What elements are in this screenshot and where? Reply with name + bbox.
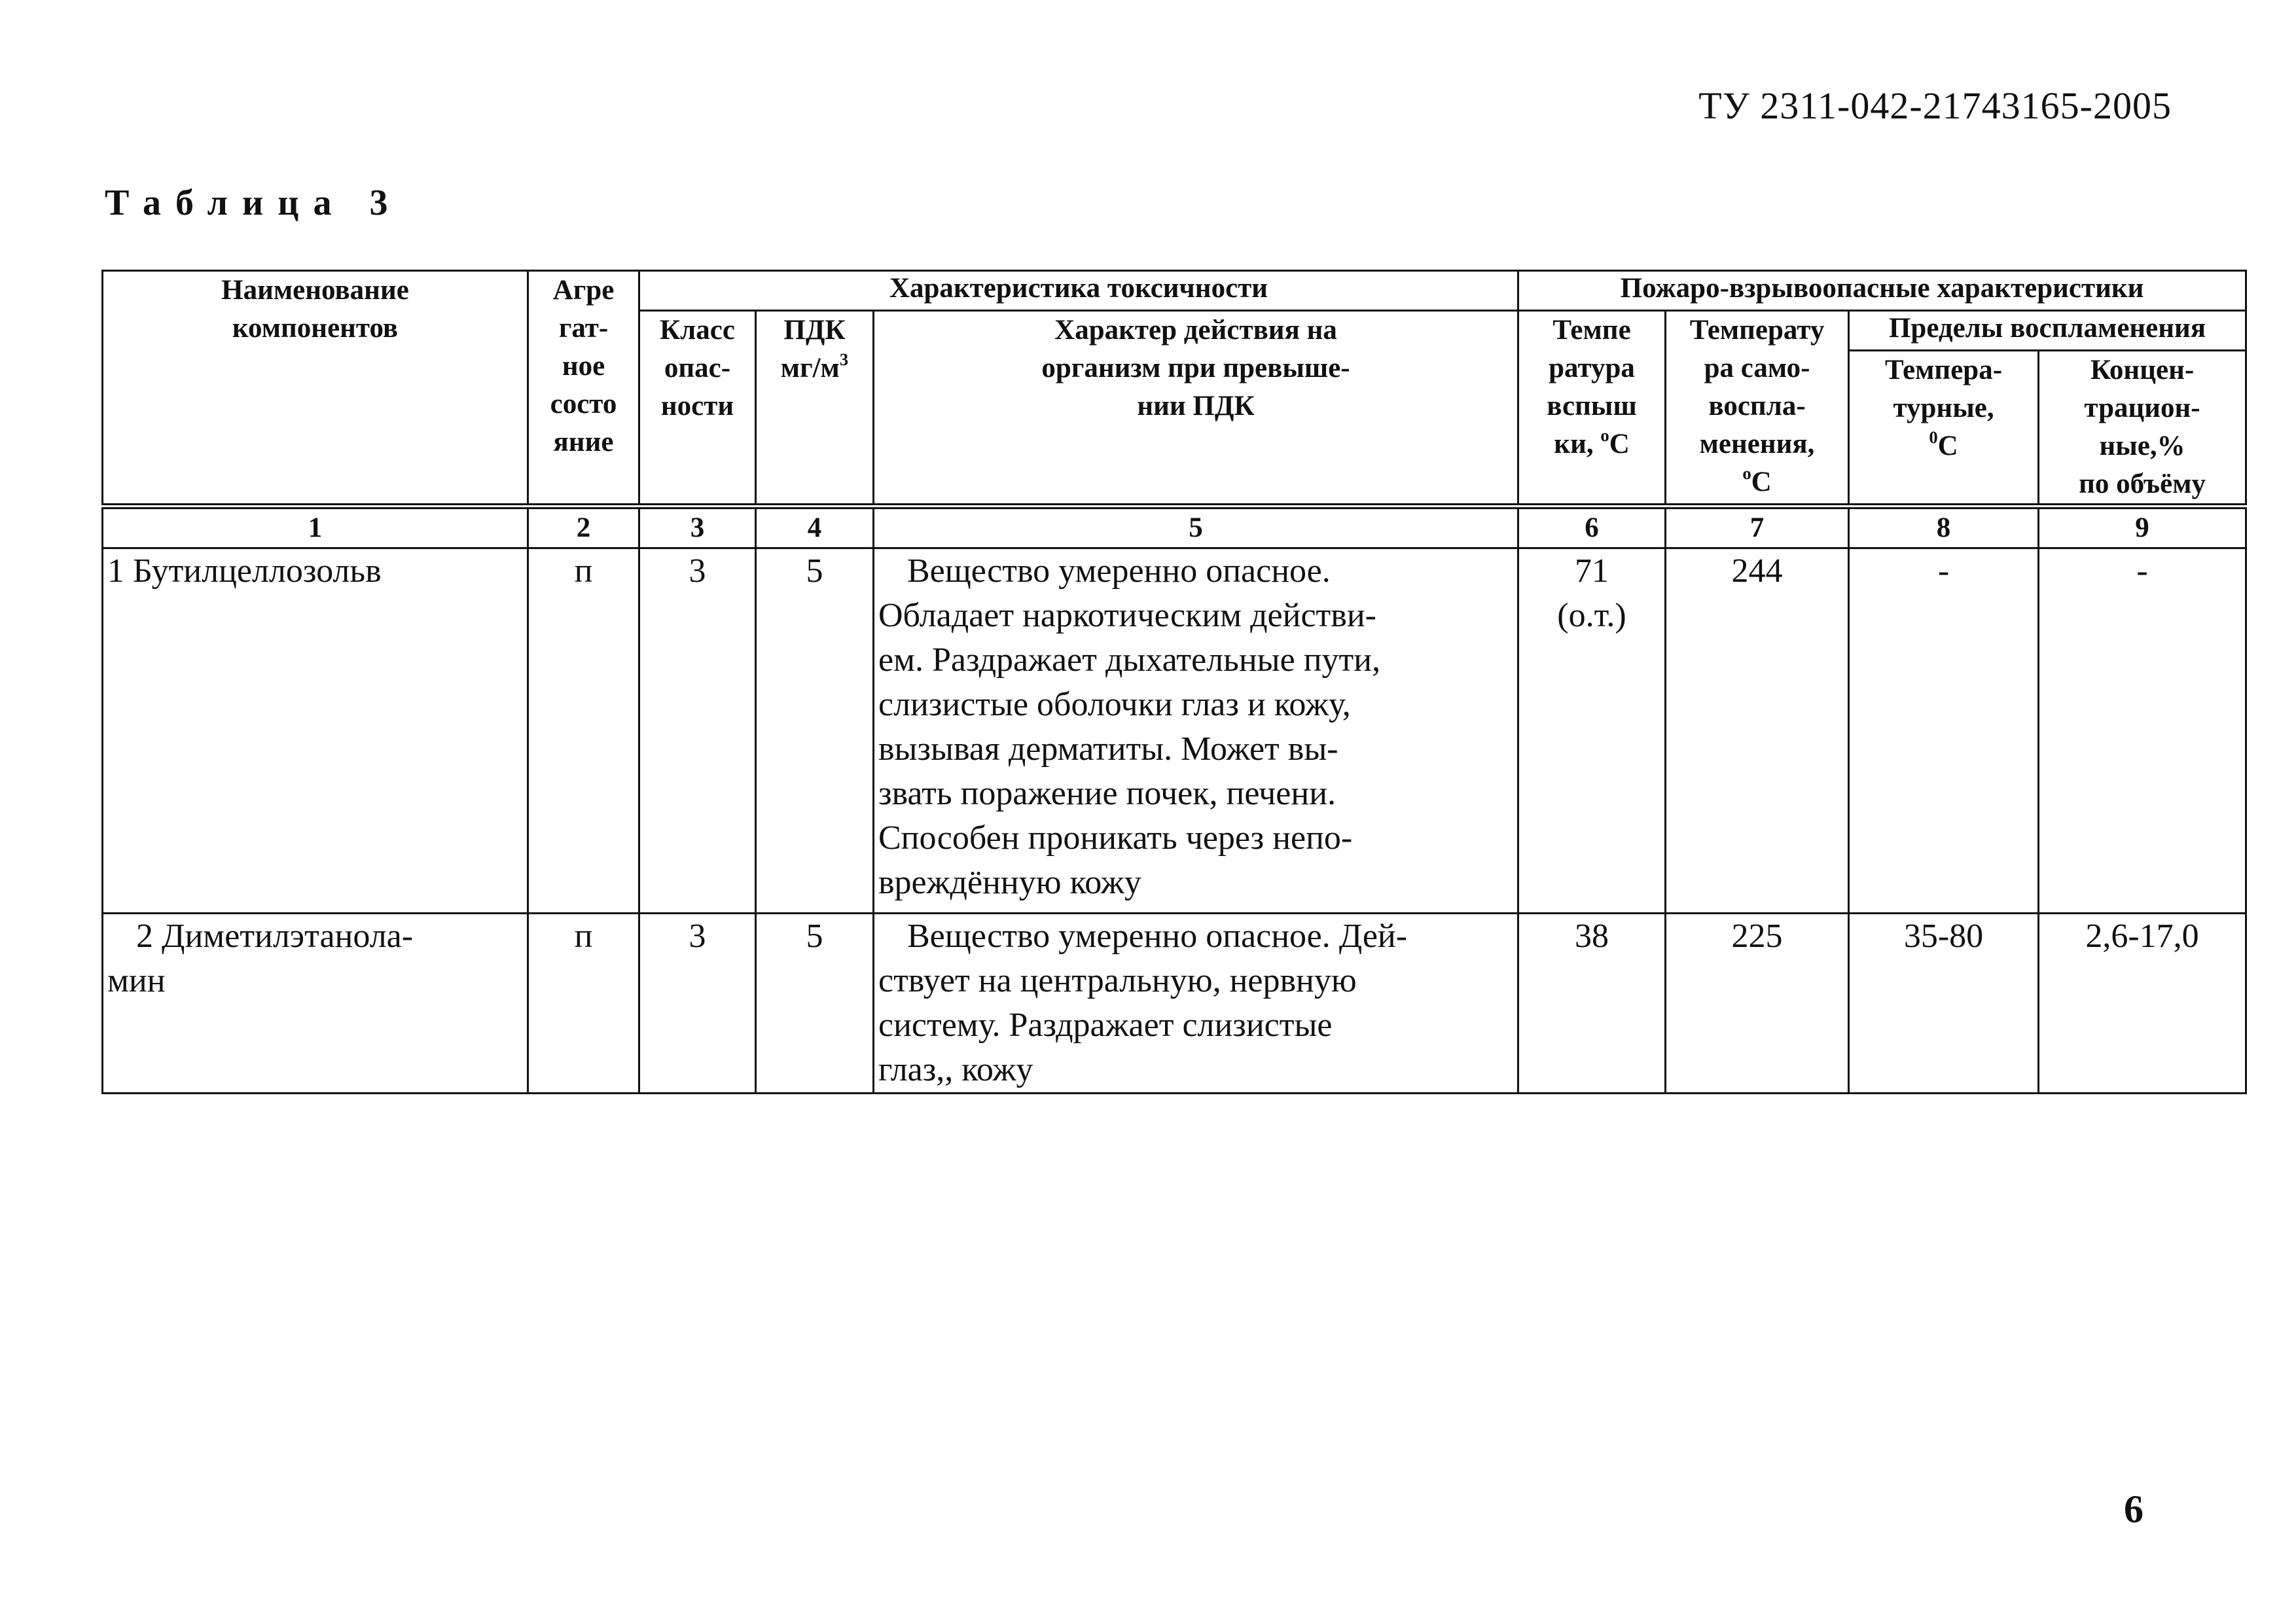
cell-aggregate: п	[528, 914, 639, 1094]
effect-line: Способен проникать через непо-	[878, 819, 1353, 857]
cell-flash-temp	[1518, 914, 1666, 1094]
cell-aggregate: п	[528, 548, 639, 914]
flash-temp-note: (о.т.)	[1557, 597, 1626, 634]
effect-line: глаз,, кожу	[878, 1051, 1033, 1088]
column-number: 9	[2039, 507, 2246, 548]
header-limits-temp-line: Темпера-	[1885, 355, 2003, 385]
header-aggregate	[528, 271, 639, 507]
header-limits-conc-line: по объёму	[2079, 469, 2206, 499]
header-hazard-class-line: опас-	[664, 353, 731, 383]
header-name-line: компонентов	[232, 313, 399, 344]
header-flash-temp-line: вспыш	[1547, 391, 1637, 421]
header-name	[103, 271, 528, 507]
cell-name	[103, 914, 528, 1094]
cell-flash-temp	[1518, 548, 1666, 914]
cell-limits-temp: 35-80	[1849, 914, 2039, 1094]
column-number: 3	[639, 507, 756, 548]
header-autoignition-line: Температу	[1689, 315, 1825, 346]
header-flash-temp-line: Темпе	[1552, 315, 1631, 346]
header-limits-temp	[1849, 351, 2039, 507]
header-limits-temp-line: $^0$С	[1929, 427, 1958, 461]
header-effect-line: нии ПДК	[1137, 391, 1255, 421]
header-flash-temp-line: ки, $^о$С	[1554, 425, 1630, 459]
header-ignition-limits: Пределы воспламенения	[1849, 311, 2246, 351]
effect-line: систему. Раздражает слизистые	[878, 1007, 1333, 1044]
effect-line: ствует на центральную, нервную	[878, 962, 1357, 999]
cell-autoignition-temp: 244	[1666, 548, 1849, 914]
header-aggregate-line: Агре	[552, 275, 615, 306]
table-row	[103, 914, 2246, 1094]
header-aggregate-line: ное	[562, 351, 605, 382]
column-number: 2	[528, 507, 639, 548]
cell-effect	[874, 914, 1518, 1094]
header-autoignition-line: воспла-	[1708, 391, 1806, 421]
cell-pdk: 5	[756, 914, 874, 1094]
cell-limits-temp: -	[1849, 548, 2039, 914]
header-hazard-class	[639, 311, 756, 507]
header-flash-temp	[1518, 311, 1666, 507]
header-name-line: Наименование	[221, 275, 409, 306]
column-number: 5	[874, 507, 1518, 548]
effect-line: Вещество умеренно опасное.	[907, 552, 1331, 590]
header-aggregate-line: гат-	[558, 313, 609, 344]
header-aggregate-line: состо	[550, 389, 617, 419]
document-code: ТУ 2311-042-21743165-2005	[1698, 84, 2172, 127]
cell-name: 1 Бутилцеллозольв	[103, 548, 528, 914]
header-hazard-class-line: ности	[660, 391, 734, 421]
cell-effect	[874, 548, 1518, 914]
cell-autoignition-temp: 225	[1666, 914, 1849, 1094]
header-pdk-line: ПДК	[783, 315, 846, 346]
name-line: 2 Диметилэтанола-	[136, 918, 414, 955]
header-aggregate-line: яние	[553, 427, 614, 457]
effect-line: звать поражение почек, печени.	[878, 775, 1336, 812]
table-row	[103, 548, 2246, 914]
header-fire-group: Пожаро-взрывоопасные характеристики	[1518, 271, 2246, 311]
column-number: 1	[103, 507, 528, 548]
effect-line: слизистые оболочки глаз и кожу,	[878, 686, 1351, 723]
effect-line: вызывая дерматиты. Может вы-	[878, 730, 1338, 768]
cell-hazard-class: 3	[639, 914, 756, 1094]
effect-line: вреждённую кожу	[878, 864, 1141, 901]
table-title: Таблица 3	[105, 183, 403, 223]
properties-table	[101, 270, 2247, 1094]
effect-line: ем. Раздражает дыхательные пути,	[878, 641, 1381, 679]
cell-pdk: 5	[756, 548, 874, 914]
flash-temp-value: 71	[1575, 552, 1609, 590]
header-limits-conc	[2039, 351, 2246, 507]
page-number: 6	[2124, 1488, 2144, 1531]
header-limits-conc-line: трацион-	[2084, 393, 2200, 423]
cell-limits-conc: 2,6-17,0	[2039, 914, 2246, 1094]
name-line: мин	[107, 962, 166, 999]
flash-temp-value: 38	[1575, 918, 1609, 955]
header-hazard-class-line: Класс	[660, 315, 735, 346]
header-pdk-unit: $мг/м^3$	[780, 349, 849, 383]
header-limits-temp-line: турные,	[1893, 393, 1994, 423]
cell-limits-conc: -	[2039, 548, 2246, 914]
header-toxicity-group: Характеристика токсичности	[639, 271, 1518, 311]
header-pdk	[756, 311, 874, 507]
column-number: 4	[756, 507, 874, 548]
column-number: 8	[1849, 507, 2039, 548]
header-autoignition-line: $^о$С	[1742, 463, 1772, 497]
header-limits-conc-line: Концен-	[2090, 355, 2195, 385]
effect-line: Обладает наркотическим действи-	[878, 597, 1376, 634]
header-limits-conc-line: ные,%	[2099, 431, 2185, 461]
header-autoignition-line: менения,	[1699, 429, 1815, 459]
cell-hazard-class: 3	[639, 548, 756, 914]
header-effect-line: организм при превыше-	[1041, 353, 1350, 383]
header-effect-line: Характер действия на	[1054, 315, 1337, 346]
header-flash-temp-line: ратура	[1549, 353, 1635, 383]
effect-line: Вещество умеренно опасное. Дей-	[907, 918, 1408, 955]
header-effect	[874, 311, 1518, 507]
column-number: 6	[1518, 507, 1666, 548]
column-number: 7	[1666, 507, 1849, 548]
header-autoignition-temp	[1666, 311, 1849, 507]
header-autoignition-line: ра само-	[1704, 353, 1810, 383]
